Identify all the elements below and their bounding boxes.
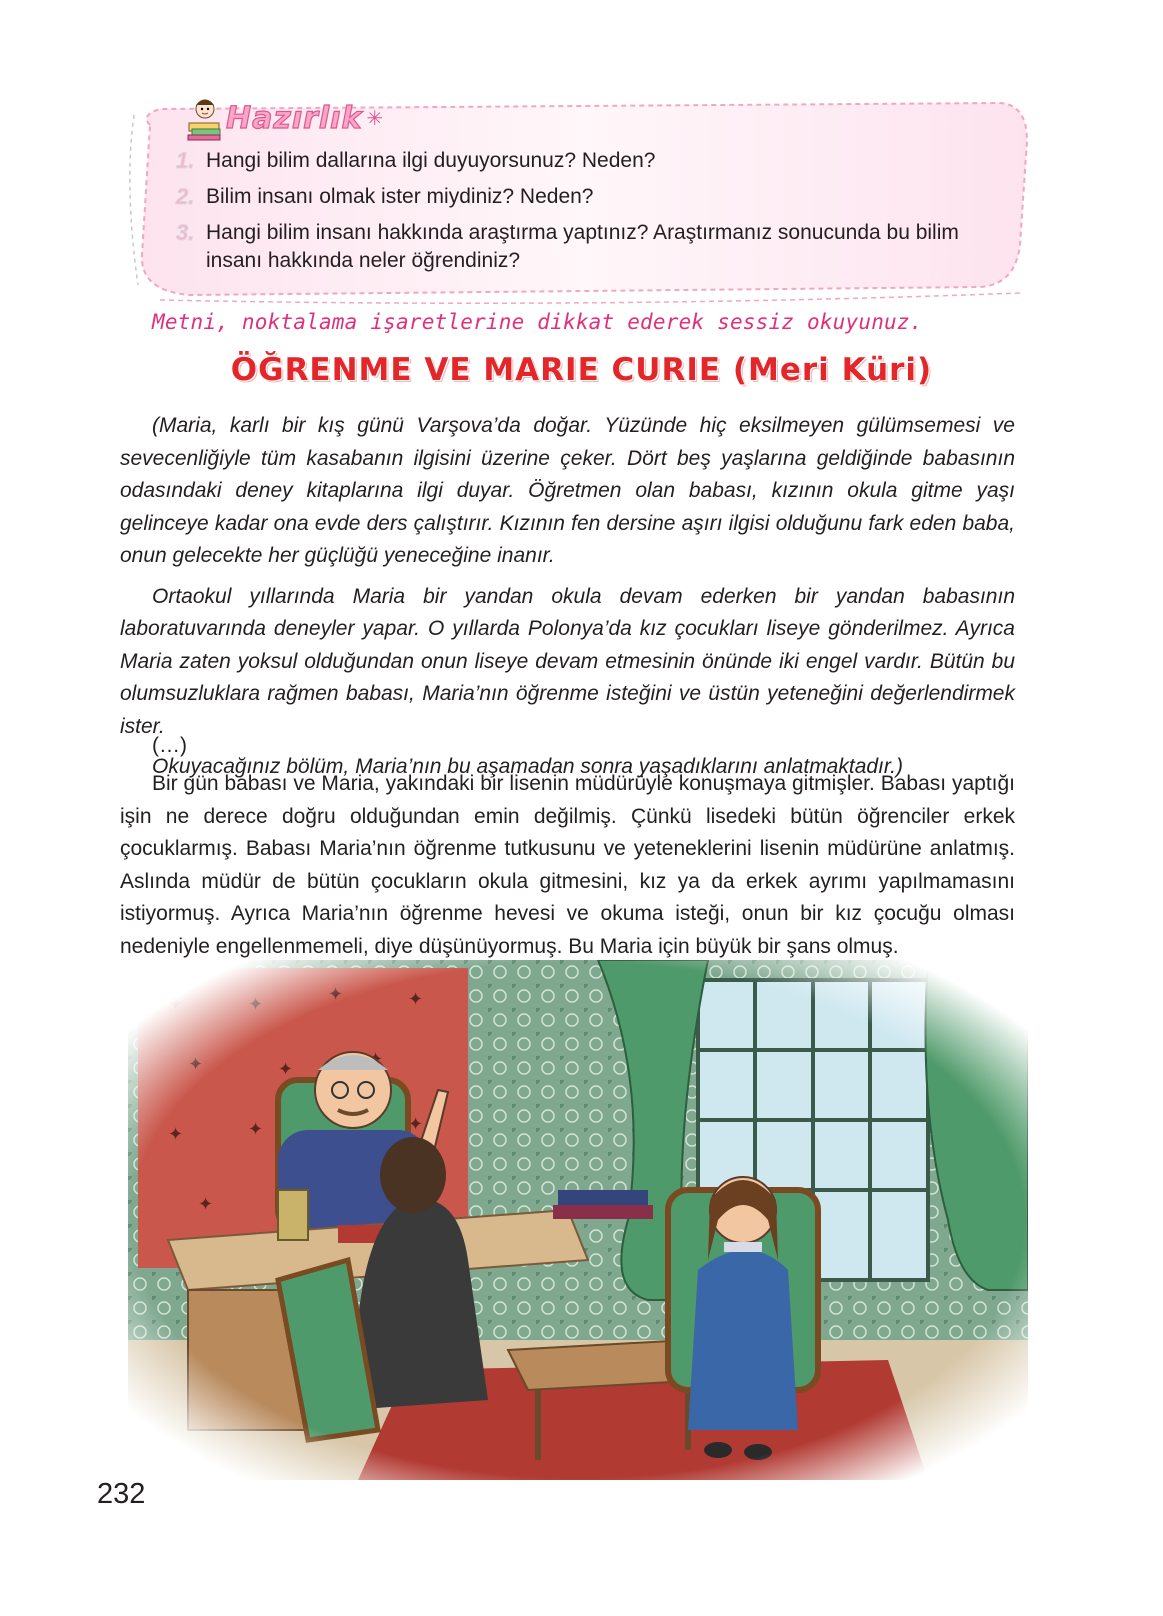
question-number: 2. — [176, 184, 195, 209]
body-paragraph: Bir gün babası ve Maria, yakındaki bir lisenin müdürüyle konuşmaya gitmişler. Babası yaptığı işin ne derece doğru olduğundan emin değilmiş. Çünkü lisedeki bütün öğrenciler erkek çocuklarmış. Babası Maria’nın öğrenme tutkusunu ve yeteneklerini lisenin müdürüne anlatmış. Aslında müdür de bütün çocukların okula gitmesini, kız ya da erkek ayrımı yapılmamasını istiyormuş. Ayrıca Maria’nın öğrenme hevesi ve okuma isteği, onun bir kız çocuğu olması nedeniyle engellenmemeli, diye düşünüyormuş. Bu Maria için büyük bir şans olmuş. — [120, 772, 1015, 958]
page-title: ÖĞRENME VE MARIE CURIE (Meri Küri) — [230, 352, 933, 388]
list-item — [176, 219, 1006, 275]
office-scene-illustration — [128, 960, 1028, 1480]
page-number: 232 — [97, 1478, 146, 1510]
list-item — [176, 147, 1006, 175]
preparation-questions — [176, 147, 1006, 283]
sparkle-icon: ✳ — [366, 107, 384, 130]
intro-text — [120, 410, 1015, 792]
intro-paragraph: (Maria, karlı bir kış günü Varşova’da doğar. Yüzünde hiç eksilmeyen gülümsemesi ve sevecenliğiyle tüm kasabanın ilgisini üzerine çeker. Dört beş yaşlarına geldiğinde babasının odasındaki deney kitaplarına ilgi duyar. Öğretmen olan babası, kızının okula gitme yaşı gelinceye kadar ona evde ders çalıştırır. Kızının fen dersine aşırı ilgisi olduğunu fark eden baba, onun gelecekte her güçlüğü yeneceğine inanır. — [120, 414, 1015, 567]
preparation-title: Hazırlık — [226, 100, 363, 136]
mascot-icon — [186, 95, 224, 141]
question-text: Bilim insanı olmak ister miydiniz? Neden? — [206, 185, 594, 208]
question-text: Hangi bilim dallarına ilgi duyuyorsunuz? Neden? — [206, 149, 656, 172]
ellipsis: (…) — [152, 734, 187, 757]
question-number: 1. — [176, 148, 195, 173]
intro-paragraph: Okuyacağınız bölüm, Maria’nın bu aşamadan sonra yaşadıklarını anlatmaktadır.) — [152, 755, 903, 778]
preparation-header — [186, 95, 383, 141]
preparation-box — [120, 95, 1038, 305]
intro-paragraph: Ortaokul yıllarında Maria bir yandan okula devam ederken bir yandan babasının laboratuvarında deneyler yapar. O yıllarda Polonya’da kız çocukları liseye gönderilmez. Ayrıca Maria zaten yoksul olduğundan onun liseye devam etmesinin önünde iki engel vardır. Bütün bu olumsuzluklara rağmen babası, Maria’nın öğrenme isteğini ve üstün yeteneğini değerlendirmek ister. — [120, 584, 1015, 738]
story-illustration — [128, 960, 1028, 1480]
list-item — [176, 183, 1006, 211]
reading-instruction: Metni, noktalama işaretlerine dikkat ederek sessiz okuyunuz. — [152, 310, 923, 334]
question-text: Hangi bilim insanı hakkında araştırma yaptınız? Araştırmanız sonucunda bu bilim insanı hakkında neler öğrendiniz? — [206, 221, 959, 272]
question-number: 3. — [176, 220, 195, 245]
